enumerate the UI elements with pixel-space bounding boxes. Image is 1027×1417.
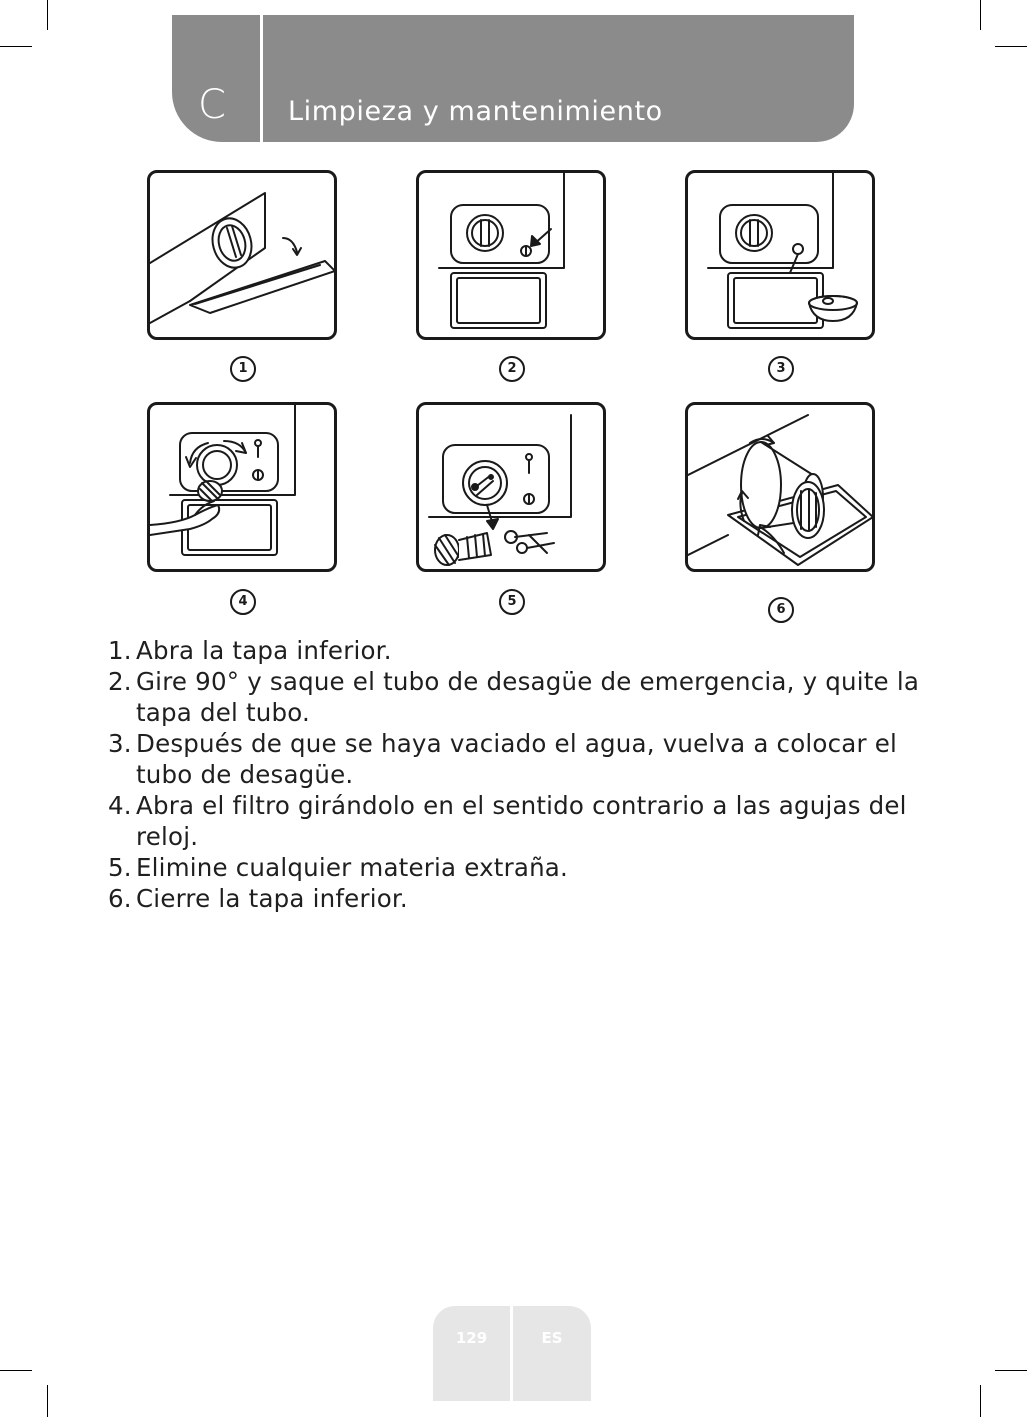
page-number: 129 <box>455 1329 488 1347</box>
instruction-step <box>108 852 928 883</box>
figure-number: 1 <box>230 356 256 382</box>
illustration-step-4 <box>147 402 337 572</box>
step-text: Después de que se haya vaciado el agua, vuelva a colocar el tubo de desagüe. <box>136 729 897 789</box>
step-number: 1. <box>108 636 132 665</box>
header-divider <box>260 15 263 142</box>
figure-number: 6 <box>768 597 794 623</box>
illustration-step-3 <box>685 170 875 340</box>
step-number: 3. <box>108 729 132 758</box>
step-number: 4. <box>108 791 132 820</box>
language-tab <box>513 1306 591 1401</box>
section-title: Limpieza y mantenimiento <box>288 96 663 127</box>
step-text: Gire 90° y saque el tubo de desagüe de emergencia, y quite la tapa del tubo. <box>136 667 920 727</box>
instruction-step <box>108 790 928 852</box>
crop-mark <box>0 1370 32 1371</box>
crop-mark <box>47 0 48 30</box>
instruction-step <box>108 666 928 728</box>
instruction-step <box>108 635 928 666</box>
crop-mark <box>47 1385 48 1417</box>
language-code: ES <box>541 1329 563 1347</box>
page-number-tab <box>433 1306 510 1401</box>
crop-mark <box>995 46 1027 47</box>
page-footer-tab <box>433 1306 591 1401</box>
instruction-list <box>108 635 928 914</box>
crop-mark <box>0 46 32 47</box>
figure-number: 2 <box>499 356 525 382</box>
instruction-step <box>108 728 928 790</box>
chapter-letter: C <box>198 82 226 128</box>
step-number: 6. <box>108 884 132 913</box>
figure-number: 4 <box>230 589 256 615</box>
step-text: Abra el filtro girándolo en el sentido contrario a las agujas del reloj. <box>136 791 907 851</box>
crop-mark <box>980 0 981 30</box>
instruction-step <box>108 883 928 914</box>
crop-mark <box>995 1370 1027 1371</box>
illustration-step-5 <box>416 402 606 572</box>
figure-number: 5 <box>499 589 525 615</box>
figure-number: 3 <box>768 356 794 382</box>
step-number: 2. <box>108 667 132 696</box>
step-text: Abra la tapa inferior. <box>136 636 392 665</box>
step-text: Elimine cualquier materia extraña. <box>136 853 568 882</box>
step-text: Cierre la tapa inferior. <box>136 884 408 913</box>
section-header <box>172 15 854 142</box>
illustration-step-6 <box>685 402 875 572</box>
illustration-step-1 <box>147 170 337 340</box>
illustration-step-2 <box>416 170 606 340</box>
crop-mark <box>980 1385 981 1417</box>
step-number: 5. <box>108 853 132 882</box>
